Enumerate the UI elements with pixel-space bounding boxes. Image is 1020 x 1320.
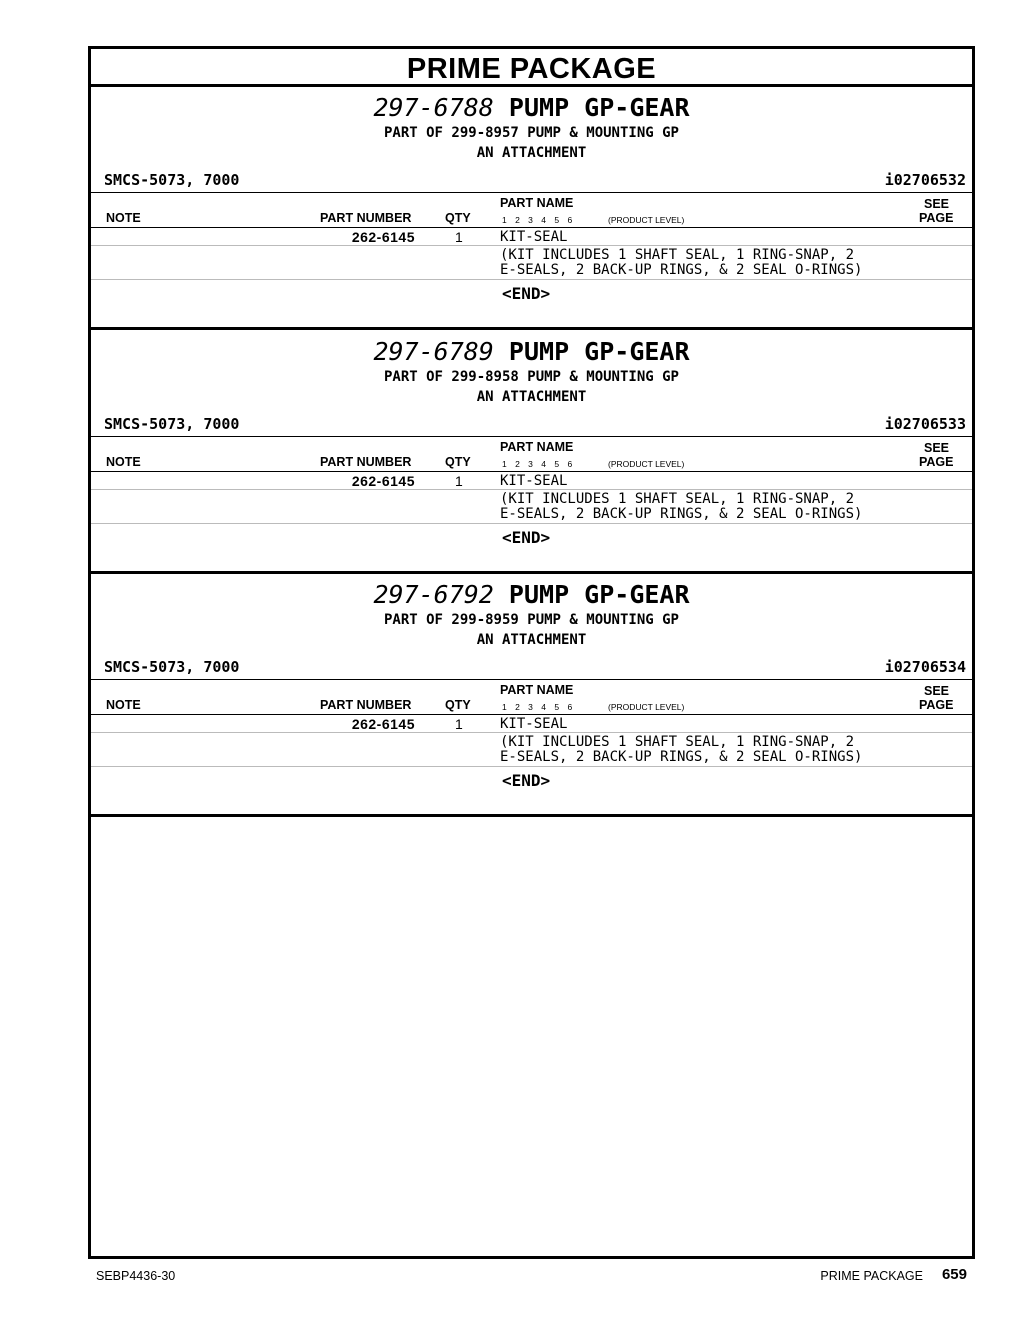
column-header-part-number: PART NUMBER — [320, 455, 412, 469]
row-divider — [91, 489, 972, 490]
smcs-code: SMCS-5073, 7000 — [104, 171, 240, 189]
part-description: (KIT INCLUDES 1 SHAFT SEAL, 1 RING-SNAP, 2 E-SEALS, 2 BACK-UP RINGS, & 2 SEAL O-RINGS) — [500, 491, 863, 522]
row-divider — [91, 279, 972, 280]
product-levels: 1 2 3 4 5 6 — [502, 702, 573, 712]
column-header-see: SEE — [924, 441, 950, 455]
column-header-part-name: PART NAME — [500, 683, 574, 697]
part-name-cell: KIT-SEAL — [500, 229, 568, 245]
part-description: (KIT INCLUDES 1 SHAFT SEAL, 1 RING-SNAP, 2 E-SEALS, 2 BACK-UP RINGS, & 2 SEAL O-RINGS) — [500, 734, 863, 765]
column-header-part-name: PART NAME — [500, 440, 574, 454]
column-header-part-name: PART NAME — [500, 196, 574, 210]
product-level-label: (PRODUCT LEVEL) — [608, 215, 685, 225]
column-header-note: NOTE — [106, 455, 141, 469]
attachment-line: AN ATTACHMENT — [476, 389, 587, 405]
product-levels: 1 2 3 4 5 6 — [502, 215, 573, 225]
column-header-qty: QTY — [445, 455, 471, 469]
info-id: i02706532 — [884, 171, 966, 189]
part-name-cell: KIT-SEAL — [500, 473, 568, 489]
qty-cell: 1 — [455, 473, 463, 489]
row-divider — [91, 766, 972, 767]
section-title — [91, 337, 972, 367]
column-header-note: NOTE — [106, 211, 141, 225]
group-number: 297-6792 — [373, 580, 494, 609]
column-header-see: SEE — [924, 197, 950, 211]
column-header-see: SEE — [924, 684, 950, 698]
parts-section — [91, 331, 972, 574]
part-description: (KIT INCLUDES 1 SHAFT SEAL, 1 RING-SNAP, 2 E-SEALS, 2 BACK-UP RINGS, & 2 SEAL O-RINGS) — [500, 247, 863, 278]
part-number-cell: 262-6145 — [351, 716, 415, 732]
row-divider — [91, 732, 972, 733]
info-id: i02706534 — [884, 658, 966, 676]
page-frame — [88, 46, 975, 1259]
qty-cell: 1 — [455, 229, 463, 245]
group-name: PUMP GP-GEAR — [508, 580, 690, 609]
info-id: i02706533 — [884, 415, 966, 433]
section-title — [91, 93, 972, 123]
row-divider — [91, 523, 972, 524]
column-header-part-number: PART NUMBER — [320, 698, 412, 712]
column-header-qty: QTY — [445, 211, 471, 225]
group-number: 297-6788 — [373, 93, 494, 122]
qty-cell: 1 — [455, 716, 463, 732]
column-header-qty: QTY — [445, 698, 471, 712]
divider — [91, 679, 972, 680]
product-levels: 1 2 3 4 5 6 — [502, 459, 573, 469]
page-title: PRIME PACKAGE — [91, 49, 972, 87]
part-of-line: PART OF 299-8958 PUMP & MOUNTING GP — [383, 369, 679, 385]
document-id: SEBP4436-30 — [96, 1269, 176, 1283]
divider — [91, 436, 972, 437]
product-level-label: (PRODUCT LEVEL) — [608, 459, 685, 469]
divider — [91, 714, 972, 715]
part-of-line: PART OF 299-8957 PUMP & MOUNTING GP — [383, 125, 679, 141]
divider — [91, 227, 972, 228]
section-title — [91, 580, 972, 610]
attachment-line: AN ATTACHMENT — [476, 145, 587, 161]
footer-section-name: PRIME PACKAGE — [820, 1269, 923, 1283]
column-header-page: PAGE — [919, 698, 954, 712]
column-header-part-number: PART NUMBER — [320, 211, 412, 225]
end-marker: <END> — [502, 284, 551, 303]
row-divider — [91, 245, 972, 246]
part-number-cell: 262-6145 — [351, 473, 415, 489]
smcs-code: SMCS-5073, 7000 — [104, 658, 240, 676]
smcs-code: SMCS-5073, 7000 — [104, 415, 240, 433]
parts-section — [91, 574, 972, 817]
end-marker: <END> — [502, 528, 551, 547]
divider — [91, 471, 972, 472]
part-name-cell: KIT-SEAL — [500, 716, 568, 732]
part-number-cell: 262-6145 — [351, 229, 415, 245]
group-name: PUMP GP-GEAR — [508, 337, 690, 366]
end-marker: <END> — [502, 771, 551, 790]
attachment-line: AN ATTACHMENT — [476, 632, 587, 648]
parts-section — [91, 87, 972, 330]
group-name: PUMP GP-GEAR — [508, 93, 690, 122]
column-header-page: PAGE — [919, 211, 954, 225]
product-level-label: (PRODUCT LEVEL) — [608, 702, 685, 712]
part-of-line: PART OF 299-8959 PUMP & MOUNTING GP — [383, 612, 679, 628]
column-header-page: PAGE — [919, 455, 954, 469]
divider — [91, 192, 972, 193]
column-header-note: NOTE — [106, 698, 141, 712]
group-number: 297-6789 — [373, 337, 494, 366]
page-number: 659 — [941, 1266, 967, 1283]
